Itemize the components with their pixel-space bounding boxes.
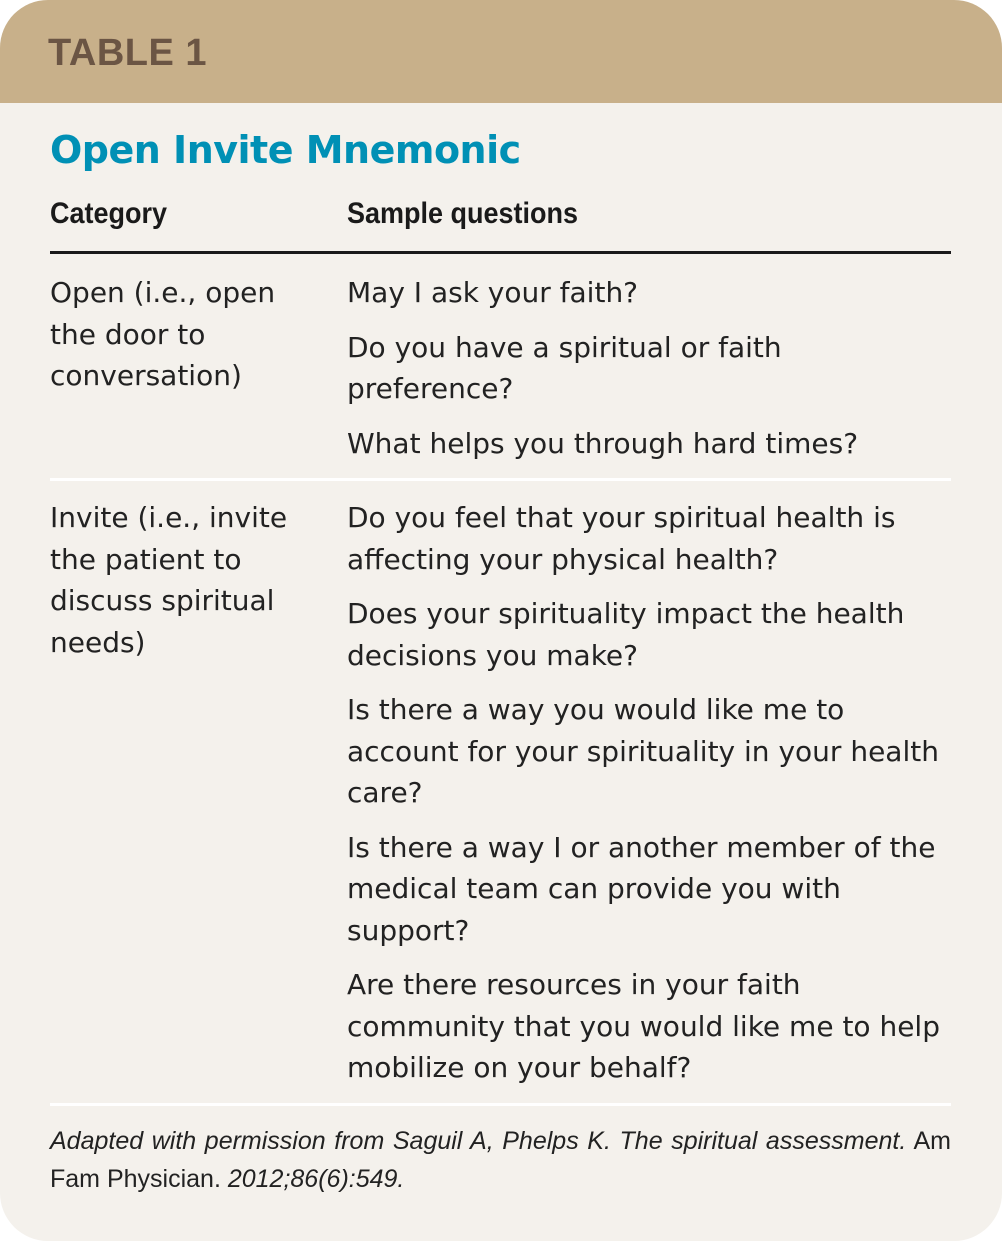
question: What helps you through hard times?	[347, 426, 859, 460]
footnote-volume: 2012;86(6):549.	[227, 1165, 405, 1193]
source-footnote	[50, 1122, 951, 1198]
table-label: TABLE 1	[48, 32, 208, 74]
footer-divider	[50, 1103, 951, 1106]
row-divider	[50, 478, 951, 481]
table-title: Open Invite Mnemonic	[50, 128, 521, 172]
category-cell: Invite (i.e., invite the patient to discuss spiritual needs)	[50, 501, 288, 659]
table-header-band	[0, 0, 1002, 103]
question: Is there a way you would like me to account for your spirituality in your health care?	[347, 693, 939, 809]
column-header-category: Category	[50, 197, 168, 230]
question: Does your spirituality impact the health decisions you make?	[347, 597, 905, 672]
question: Is there a way I or another member of the medical team can provide you with support?	[347, 830, 936, 947]
footnote-journal: Am Fam Physician.	[50, 1127, 952, 1193]
column-header-questions: Sample questions	[347, 197, 579, 230]
footnote-citation: Adapted with permission from Saguil A, Phelps K. The spiritual assessment.	[50, 1127, 907, 1155]
question: Do you feel that your spiritual health is affecting your physical health?	[347, 501, 896, 576]
question: Do you have a spiritual or faith preference?	[347, 330, 782, 405]
header-rule	[50, 251, 951, 254]
questions-cell	[347, 497, 951, 1102]
questions-cell	[347, 272, 951, 477]
category-cell: Open (i.e., open the door to conversation)	[50, 276, 276, 392]
question: May I ask your faith?	[347, 276, 639, 309]
question: Are there resources in your faith community that you would like me to help mobilize on your behalf?	[347, 968, 940, 1084]
